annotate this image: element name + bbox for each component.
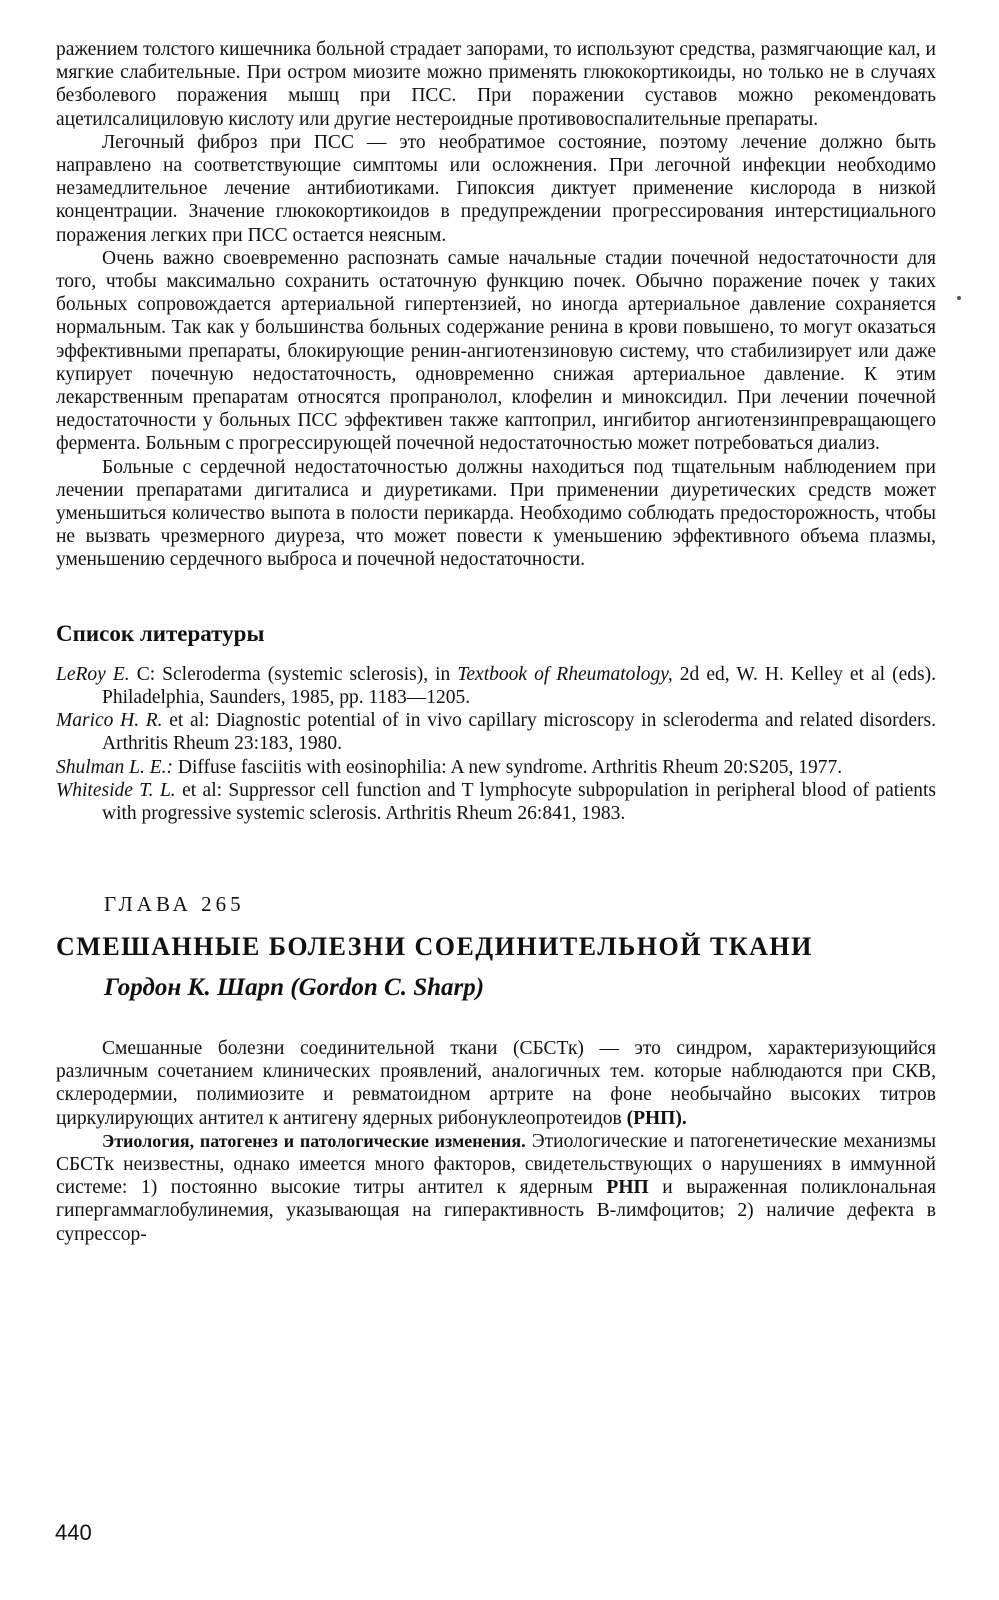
- reference-item: [56, 663, 936, 709]
- paragraph-heart-failure: Больные с сердечной недостаточностью должны находиться под тщательным наблюдением при лечении препаратами дигиталиса и диуретиками. При применении диуретических средств может уменьшиться количество выпота в полости перикарда. Необходимо соблюдать предосторожность, чтобы не вызвать чрезмерного диуреза, что может повести к уменьшению эффективного объема плазмы, уменьшению сердечного выброса и почечной недостаточности.: [56, 456, 936, 571]
- chapter-title: СМЕШАННЫЕ БОЛЕЗНИ СОЕДИНИТЕЛЬНОЙ ТКАНИ: [56, 931, 813, 961]
- intro-bold: (РНП).: [626, 1107, 687, 1129]
- paragraph-renal-failure: Очень важно своевременно распознать самые начальные стадии почечной недостаточности для того, чтобы максимально сохранить остаточную функцию почек. Обычно поражение почек у таких больных сопровождается артериальной гипертензией, но иногда артериальное давление сохраняется нормальным. Так как у большинства больных содержание ренина в крови повышено, то могут оказаться эффективными препараты, блокирующие ренин-ангиотензиновую систему, что стабилизирует или даже купирует почечную недостаточность, одновременно снижая артериальное давление. К этим лекарственным препаратам относятся пропранолол, клофелин и миноксидил. При лечении почечной недостаточности у больных ПСС эффективен также каптоприл, ингибитор ангиотензинпревращающего фермента. Больным с прогрессирующей почечной недостаточностью может потребоваться диализ.: [56, 247, 936, 455]
- reference-text: et al: Suppressor cell function and T lymphocyte subpopulation in peripheral blood of patients with progressive systemic sclerosis. Arthritis Rheum 26:841, 1983.: [102, 779, 936, 825]
- reference-author: LeRoy E.: [56, 663, 130, 685]
- reference-author: Shulman L. E.:: [56, 756, 173, 778]
- reference-text-end: 2d ed, W. H. Kelley et al (eds). Philadelphia, Saunders, 1985, pp. 1183—1205.: [102, 663, 937, 709]
- reference-text: et al: Diagnostic potential of in vivo capillary microscopy in scleroderma and related disorders. Arthritis Rheum 23:183, 1980.: [102, 710, 936, 755]
- page-number: 440: [55, 1520, 92, 1545]
- reference-author: Marico H. R.: [56, 710, 163, 732]
- intro-text: Смешанные болезни соединительной ткани (СБСТк) — это синдром, характеризующийся различным сочетанием клинических проявлений, аналогичных тем. которые наблюдаются при СКВ, склеродермии, полимиозите и ревматоидном артрите на фоне необычайно высоких титров циркулирующих антител к антигену ядерных рибонуклеопротеидов: [56, 1037, 936, 1129]
- chapter-label: ГЛАВА 265: [104, 892, 245, 917]
- etiology-heading: Этиология, патогенез и патологические изменения.: [102, 1130, 526, 1151]
- margin-mark: [957, 296, 961, 300]
- reference-item: [56, 756, 936, 779]
- paragraph-continuation: ражением толстого кишечника больной страдает запорами, то используют средства, размягчающие кал, и мягкие слабительные. При остром миозите можно применять глюкокортикоиды, но только не в случаях безболевого поражения мышц при ПСС. При поражении суставов можно рекомендовать ацетилсалициловую кислоту или другие нестероидные противовоспалительные препараты.: [56, 39, 936, 130]
- paragraph-lung-fibrosis: Легочный фиброз при ПСС — это необратимое состояние, поэтому лечение должно быть направлено на соответствующие симптомы или осложнения. При легочной инфекции необходимо незамедлительное лечение антибиотиками. Гипоксия диктует применение кислорода в низкой концентрации. Значение глюкокортикоидов в предупреждении прогрессирования интерстициального поражения легких при ПСС остается неясным.: [56, 131, 936, 246]
- references-list: [56, 663, 936, 825]
- reference-text: C: Scleroderma (systemic sclerosis), in: [129, 663, 458, 685]
- reference-item: [56, 779, 936, 825]
- chapter-author: Гордон К. Шарп (Gordon С. Sharp): [104, 973, 485, 1001]
- etiology-text-end: и выраженная поликлональная гипергаммаглобулинемия, указывающая на гиперактивность В-лимфоцитов; 2) наличие дефекта в супрессор-: [56, 1177, 936, 1245]
- page-body: [56, 38, 936, 1246]
- etiology-bold: РНП: [606, 1177, 649, 1199]
- references-title: Список литературы: [56, 620, 265, 646]
- paragraph-intro: [56, 1037, 936, 1130]
- paragraph-etiology: [56, 1130, 936, 1246]
- etiology-text: Этиологические и патогенетические механизмы СБСТк неизвестны, однако имеется много факторов, свидетельствующих о нарушениях в иммунной системе: 1) постоянно высокие титры антител к ядерным: [56, 1130, 936, 1199]
- reference-item: [56, 709, 936, 755]
- reference-author: Whiteside T. L.: [56, 779, 176, 801]
- reference-text: Diffuse fasciitis with eosinophilia: A new syndrome. Arthritis Rheum 20:S205, 1977.: [173, 756, 843, 778]
- reference-book: Textbook of Rheumatology,: [457, 663, 673, 685]
